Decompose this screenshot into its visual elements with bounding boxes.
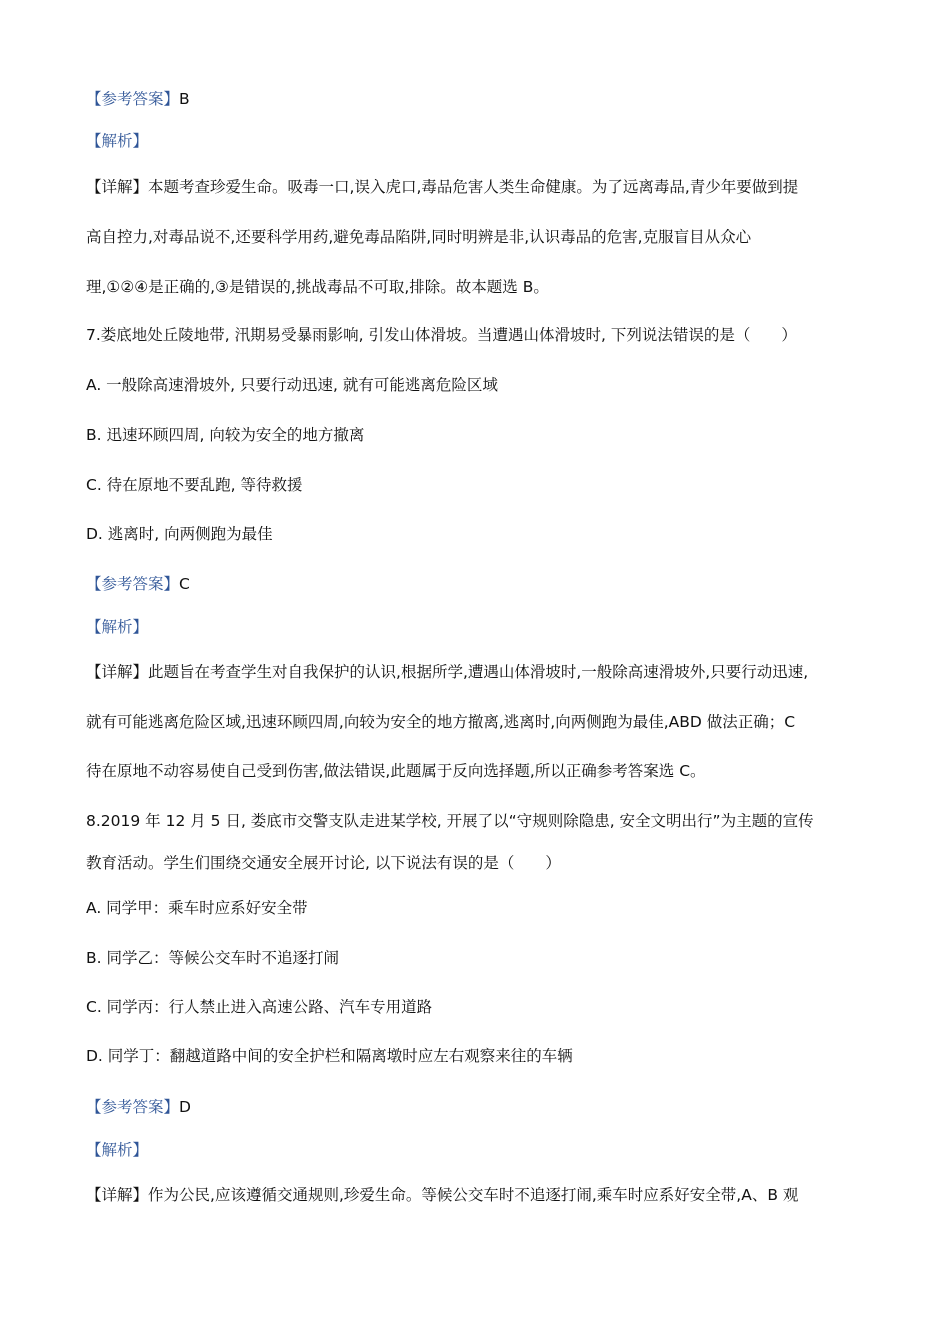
q8-detail-line-1 [86,1184,868,1206]
q7-detail-line-1 [86,661,868,683]
q7-detail-line-3: 待在原地不动容易使自己受到伤害,做法错误,此题属于反向选择题,所以正确参考答案选 C。 [86,762,706,780]
q8-analysis-tag: 【解析】 [86,1141,149,1159]
q8-answer-tag: 【参考答案】 [86,1098,180,1116]
q7-option-b: B. 迅速环顾四周, 向较为安全的地方撤离 [86,426,365,444]
q8-answer-line [86,1096,868,1118]
q7-detail-tag: 【详解】 [86,663,149,681]
q7-analysis-tag: 【解析】 [86,618,149,636]
q6-detail-line-1 [86,176,868,198]
q6-answer-value: B [179,90,190,108]
q8-option-c: C. 同学丙：行人禁止进入高速公路、汽车专用道路 [86,998,433,1016]
q7-detail-text-1: 此题旨在考查学生对自我保护的认识,根据所学,遭遇山体滑坡时,一般除高速滑坡外,只要行动迅速, [148,663,809,681]
q6-answer-line [86,88,868,110]
q8-detail-text-1: 作为公民,应该遵循交通规则,珍爱生命。等候公交车时不追逐打闹,乘车时应系好安全带,A、B 观 [148,1186,799,1204]
q7-answer-line [86,573,868,595]
q6-detail-line-2: 高自控力,对毒品说不,还要科学用药,避免毒品陷阱,同时明辨是非,认识毒品的危害,克服盲目从众心 [86,228,752,246]
q7-answer-tag: 【参考答案】 [86,575,180,593]
q6-answer-tag: 【参考答案】 [86,90,180,108]
q8-stem-line-1: 8.2019 年 12 月 5 日, 娄底市交警支队走进某学校, 开展了以“守规则除隐患, 安全文明出行”为主题的宣传 [86,812,814,830]
q8-detail-tag: 【详解】 [86,1186,149,1204]
q8-option-d: D. 同学丁：翻越道路中间的安全护栏和隔离墩时应左右观察来往的车辆 [86,1047,573,1065]
q6-analysis-tag: 【解析】 [86,132,149,150]
q7-option-c: C. 待在原地不要乱跑, 等待救援 [86,476,303,494]
q7-stem: 7.娄底地处丘陵地带, 汛期易受暴雨影响, 引发山体滑坡。当遭遇山体滑坡时, 下列说法错误的是（ ） [86,326,797,344]
q6-detail-text-1: 本题考查珍爱生命。吸毒一口,误入虎口,毒品危害人类生命健康。为了远离毒品,青少年要做到提 [148,178,799,196]
q6-detail-tag: 【详解】 [86,178,149,196]
q8-option-b: B. 同学乙：等候公交车时不追逐打闹 [86,949,339,967]
q8-answer-value: D [179,1098,191,1116]
q6-detail-line-3: 理,①②④是正确的,③是错误的,挑战毒品不可取,排除。故本题选 B。 [86,278,549,296]
q7-answer-value: C [179,575,190,593]
q7-option-d: D. 逃离时, 向两侧跑为最佳 [86,525,273,543]
q8-stem-line-2: 教育活动。学生们围绕交通安全展开讨论, 以下说法有误的是（ ） [86,854,561,872]
q8-option-a: A. 同学甲：乘车时应系好安全带 [86,899,308,917]
q7-option-a: A. 一般除高速滑坡外, 只要行动迅速, 就有可能逃离危险区域 [86,376,498,394]
q7-detail-line-2: 就有可能逃离危险区域,迅速环顾四周,向较为安全的地方撤离,逃离时,向两侧跑为最佳,ABD 做法正确；C [86,713,796,731]
